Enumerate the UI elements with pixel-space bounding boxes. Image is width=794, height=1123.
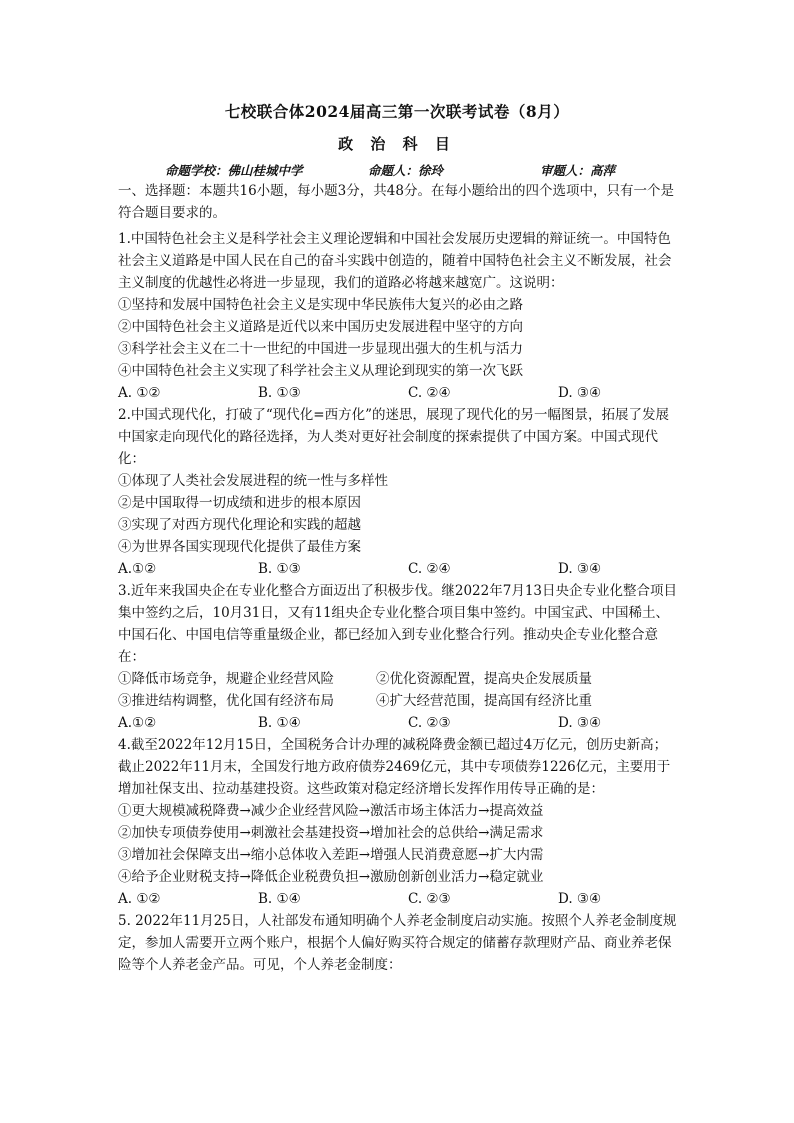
question-4-option-1: ①更大规模减税降费→减少企业经营风险→激活市场主体活力→提高效益 <box>118 803 544 819</box>
question-3-options-row-1 <box>118 668 678 690</box>
section-instructions: 一、选择题：本题共16小题，每小题3分，共48分。在每小题给出的四个选项中，只有一个是符合题目要求的。 <box>118 183 674 221</box>
question-5-stem: 5. 2022年11月25日，人社部发布通知明确个人养老金制度启动实施。按照个人养老金制度规定，参加人需要开立两个账户，根据个人偏好购买符合规定的储蓄存款理财产品、商业养老保险等个人养老金产品。可见，个人养老金制度： <box>118 913 677 973</box>
exam-content <box>118 180 678 976</box>
choice-b: B. ①④ <box>258 891 301 907</box>
choice-a: A. ①② <box>118 385 161 401</box>
exam-subject: 政 治 科 目 <box>338 135 456 153</box>
question-1-option-3: ③科学社会主义在二十一世纪的中国进一步显现出强大的生机与活力 <box>118 341 523 357</box>
question-3-options-row-2 <box>118 690 678 712</box>
question-3-option-4: ④扩大经营范围，提高国有经济比重 <box>376 693 592 709</box>
question-1-option-4: ④中国特色社会主义实现了科学社会主义从理论到现实的第一次飞跃 <box>118 363 523 379</box>
question-3-choices <box>118 712 678 734</box>
choice-d: D. ③④ <box>558 891 602 907</box>
question-4-choices <box>118 888 678 910</box>
choice-b: B. ①③ <box>258 561 301 577</box>
question-2-option-2: ②是中国取得一切成绩和进步的根本原因 <box>118 495 361 511</box>
choice-a: A.①② <box>118 715 157 731</box>
choice-a: A.①② <box>118 561 157 577</box>
question-1-choices <box>118 382 678 404</box>
question-author: 命题人：徐玲 <box>368 163 444 178</box>
question-3-option-1: ①降低市场竞争，规避企业经营风险 <box>118 671 334 687</box>
question-2-stem: 2.中国式现代化，打破了“现代化=西方化”的迷思，展现了现代化的另一幅图景，拓展了发展中国家走向现代化的路径选择，为人类对更好社会制度的探索提供了中国方案。中国式现代化： <box>118 407 669 467</box>
question-2-option-3: ③实现了对西方现代化理论和实践的超越 <box>118 517 361 533</box>
question-4-option-2: ②加快专项债券使用→刺激社会基建投资→增加社会的总供给→满足需求 <box>118 825 544 841</box>
question-4-option-3: ③增加社会保障支出→缩小总体收入差距→增强人民消费意愿→扩大内需 <box>118 847 544 863</box>
choice-d: D. ③④ <box>558 385 602 401</box>
choice-d: D. ③④ <box>558 715 602 731</box>
question-1-stem: 1.中国特色社会主义是科学社会主义理论逻辑和中国社会发展历史逻辑的辩证统一。中国特色社会主义道路是中国人民在自己的奋斗实践中创造的，随着中国特色社会主义不断发展，社会主义制度的优越性必将进一步显现，我们的道路必将越来越宽广。这说明： <box>118 231 672 291</box>
question-school: 命题学校：佛山桂城中学 <box>165 163 303 178</box>
question-1-option-2: ②中国特色社会主义道路是近代以来中国历史发展进程中坚守的方向 <box>118 319 523 335</box>
question-2-choices <box>118 558 678 580</box>
choice-c: C. ②④ <box>408 561 451 577</box>
choice-c: C. ②④ <box>408 385 451 401</box>
question-3-stem: 3.近年来我国央企在专业化整合方面迈出了积极步伐。继2022年7月13日央企专业化整合项目集中签约之后，10月31日，又有11组央企专业化整合项目集中签约。中国宝武、中国稀土、中国石化、中国电信等重量级企业，都已经加入到专业化整合行列。推动央企专业化整合意在： <box>118 583 678 665</box>
question-3-option-3: ③推进结构调整，优化国有经济布局 <box>118 693 334 709</box>
exam-title: 七校联合体2024届高三第一次联考试卷（8月） <box>224 102 570 121</box>
question-1-option-1: ①坚持和发展中国特色社会主义是实现中华民族伟大复兴的必由之路 <box>118 297 523 313</box>
choice-d: D. ③④ <box>558 561 602 577</box>
choice-b: B. ①③ <box>258 385 301 401</box>
choice-c: C. ②③ <box>408 715 451 731</box>
question-2-option-4: ④为世界各国实现现代化提供了最佳方案 <box>118 539 361 555</box>
question-2-option-1: ①体现了人类社会发展进程的统一性与多样性 <box>118 473 388 489</box>
choice-a: A. ①② <box>118 891 161 907</box>
choice-b: B. ①④ <box>258 715 301 731</box>
question-3-option-2: ②优化资源配置，提高央企发展质量 <box>376 671 592 687</box>
question-reviewer: 审题人：高萍 <box>540 163 616 178</box>
question-4-option-4: ④给予企业财税支持→降低企业税费负担→激励创新创业活力→稳定就业 <box>118 869 544 885</box>
question-4-stem: 4.截至2022年12月15日，全国税务合计办理的减税降费金额已超过4万亿元，创历史新高；截止2022年11月末，全国发行地方政府债券2469亿元，其中专项债券1226亿元，主要用于增加社保支出、拉动基建投资。这些政策对稳定经济增长发挥作用传导正确的是： <box>118 737 671 797</box>
choice-c: C. ②③ <box>408 891 451 907</box>
